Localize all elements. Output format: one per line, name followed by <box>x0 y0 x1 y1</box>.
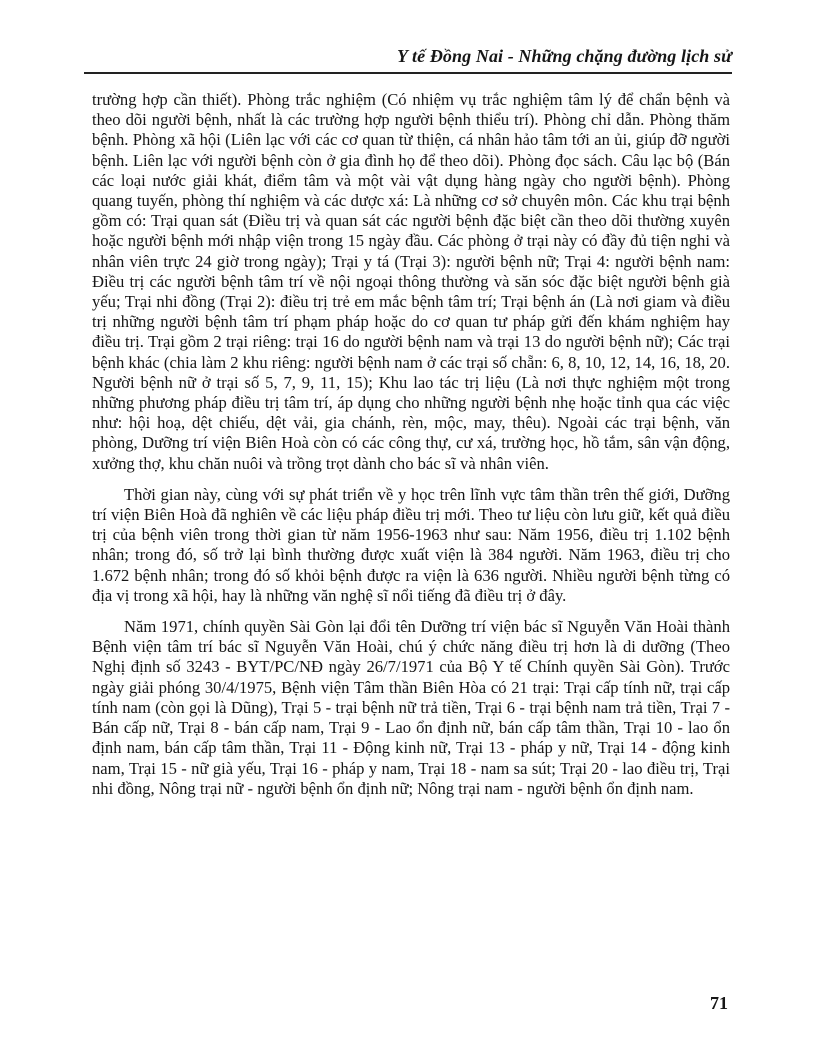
body-text <box>92 90 730 810</box>
running-header-title: Y tế Đồng Nai - Những chặng đường lịch sử <box>397 46 732 66</box>
header-divider <box>84 72 732 74</box>
paragraph-3: Năm 1971, chính quyền Sài Gòn lại đổi tên Dưỡng trí viện bác sĩ Nguyễn Văn Hoài thành Bệnh viện tâm trí bác sĩ Nguyễn Văn Hoài, chú ý chức năng điều trị hơn là di dưỡng (Theo Nghị định số 3243 - BYT/PC/NĐ ngày 26/7/1971 của Bộ Y tế Chính quyền Sài Gòn). Trước ngày giải phóng 30/4/1975, Bệnh viện Tâm thần Biên Hòa có 21 trại: Trại cấp tính nữ, trại cấp tính nam (còn gọi là Dũng), Trại 5 - trại bệnh nữ trả tiền, Trại 6 - trại bệnh nam trả tiền, Trại 7 - Bán cấp nữ, Trại 8 - bán cấp nam, Trại 9 - Lao ổn định nữ, bán cấp tâm thần, Trại 10 - lao ổn định nam, bán cấp tâm thần, Trại 11 - Động kinh nữ, Trại 13 - pháp y nữ, Trại 14 - động kinh nam, Trại 15 - nữ già yếu, Trại 16 - pháp y nam, Trại 18 - nam sa sút; Trại 20 - lao điều trị, Trại nhi đồng, Nông trại nữ - người bệnh ổn định nữ; Nông trại nam - người bệnh ổn định nam. <box>92 617 730 798</box>
page-number: 71 <box>710 993 728 1013</box>
paragraph-2: Thời gian này, cùng với sự phát triển về y học trên lĩnh vực tâm thần trên thế giới, Dưỡng trí viện Biên Hoà đã nghiên về các liệu pháp điều trị mới. Theo tư liệu còn lưu giữ, kết quả điều trị của bệnh viên trong thời gian từ năm 1956-1963 như sau: Năm 1956, điều trị 1.102 bệnh nhân; trong đó, số trở lại bình thường được xuất viện là 384 người. Năm 1963, điều trị cho 1.672 bệnh nhân; trong đó số khỏi bệnh được ra viện là 636 người. Nhiều người bệnh từng có địa vị trong xã hội, hay là những văn nghệ sĩ nổi tiếng đã điều trị ở đây. <box>92 484 730 605</box>
paragraph-1: trường hợp cần thiết). Phòng trắc nghiệm (Có nhiệm vụ trắc nghiệm tâm lý để chẩn bệnh và theo dõi người bệnh, nhất là các trường hợp người bệnh thiểu trí). Phòng chỉ dẫn. Phòng thăm bệnh. Phòng xã hội (Liên lạc với các cơ quan từ thiện, cá nhân hảo tâm tới an ủi, giúp đỡ người bệnh. Liên lạc với người bệnh còn ở gia đình họ để theo dõi). Phòng đọc sách. Câu lạc bộ (Bán các loại nước giải khát, điểm tâm và một vài vật dụng hàng ngày cho người bệnh). Phòng quang tuyến, phòng thí nghiệm và các dược xá: Là những cơ sở chuyên môn. Các khu trại bệnh gồm có: Trại quan sát (Điều trị và quan sát các người bệnh đặc biệt cần theo dõi thường xuyên hoặc người bệnh mới nhập viện trong 15 ngày đầu. Các phòng ở trại này có đầy đủ tiện nghi và nhân viên trực 24 giờ trong ngày); Trại y tá (Trại 3): người bệnh nữ; Trại 4: người bệnh nam: Điều trị các người bệnh tâm trí về nội ngoại thông thường và săn sóc đặc biệt người bệnh già yếu; Trại nhi đồng (Trại 2): điều trị trẻ em mắc bệnh tâm trí; Trại bệnh án (Là nơi giam và điều trị những người bệnh tâm trí phạm pháp hoặc do cơ quan tư pháp gửi đến khám nghiệm hay điều trị. Trại gồm 2 trại riêng: trại 16 do người bệnh nam và trại 13 do người bệnh nữ); Các trại bệnh khác (chia làm 2 khu riêng: người bệnh nam ở các trại số chẵn: 6, 8, 10, 12, 14, 16, 18, 20. Người bệnh nữ ở trại số 5, 7, 9, 11, 15); Khu lao tác trị liệu (Là nơi thực nghiệm một trong những phương pháp điều trị tâm trí, áp dụng cho những người bệnh nhẹ hoặc tỉnh qua các việc như: hội hoạ, dệt chiếu, dệt vải, gia chánh, rèn, mộc, may, thêu). Ngoài các trại bệnh, văn phòng, Dưỡng trí viện Biên Hoà còn có các công thự, cư xá, trường học, hồ tắm, sân vận động, xưởng thợ, khu chăn nuôi và trồng trọt dành cho bác sĩ và nhân viên. <box>92 90 730 473</box>
